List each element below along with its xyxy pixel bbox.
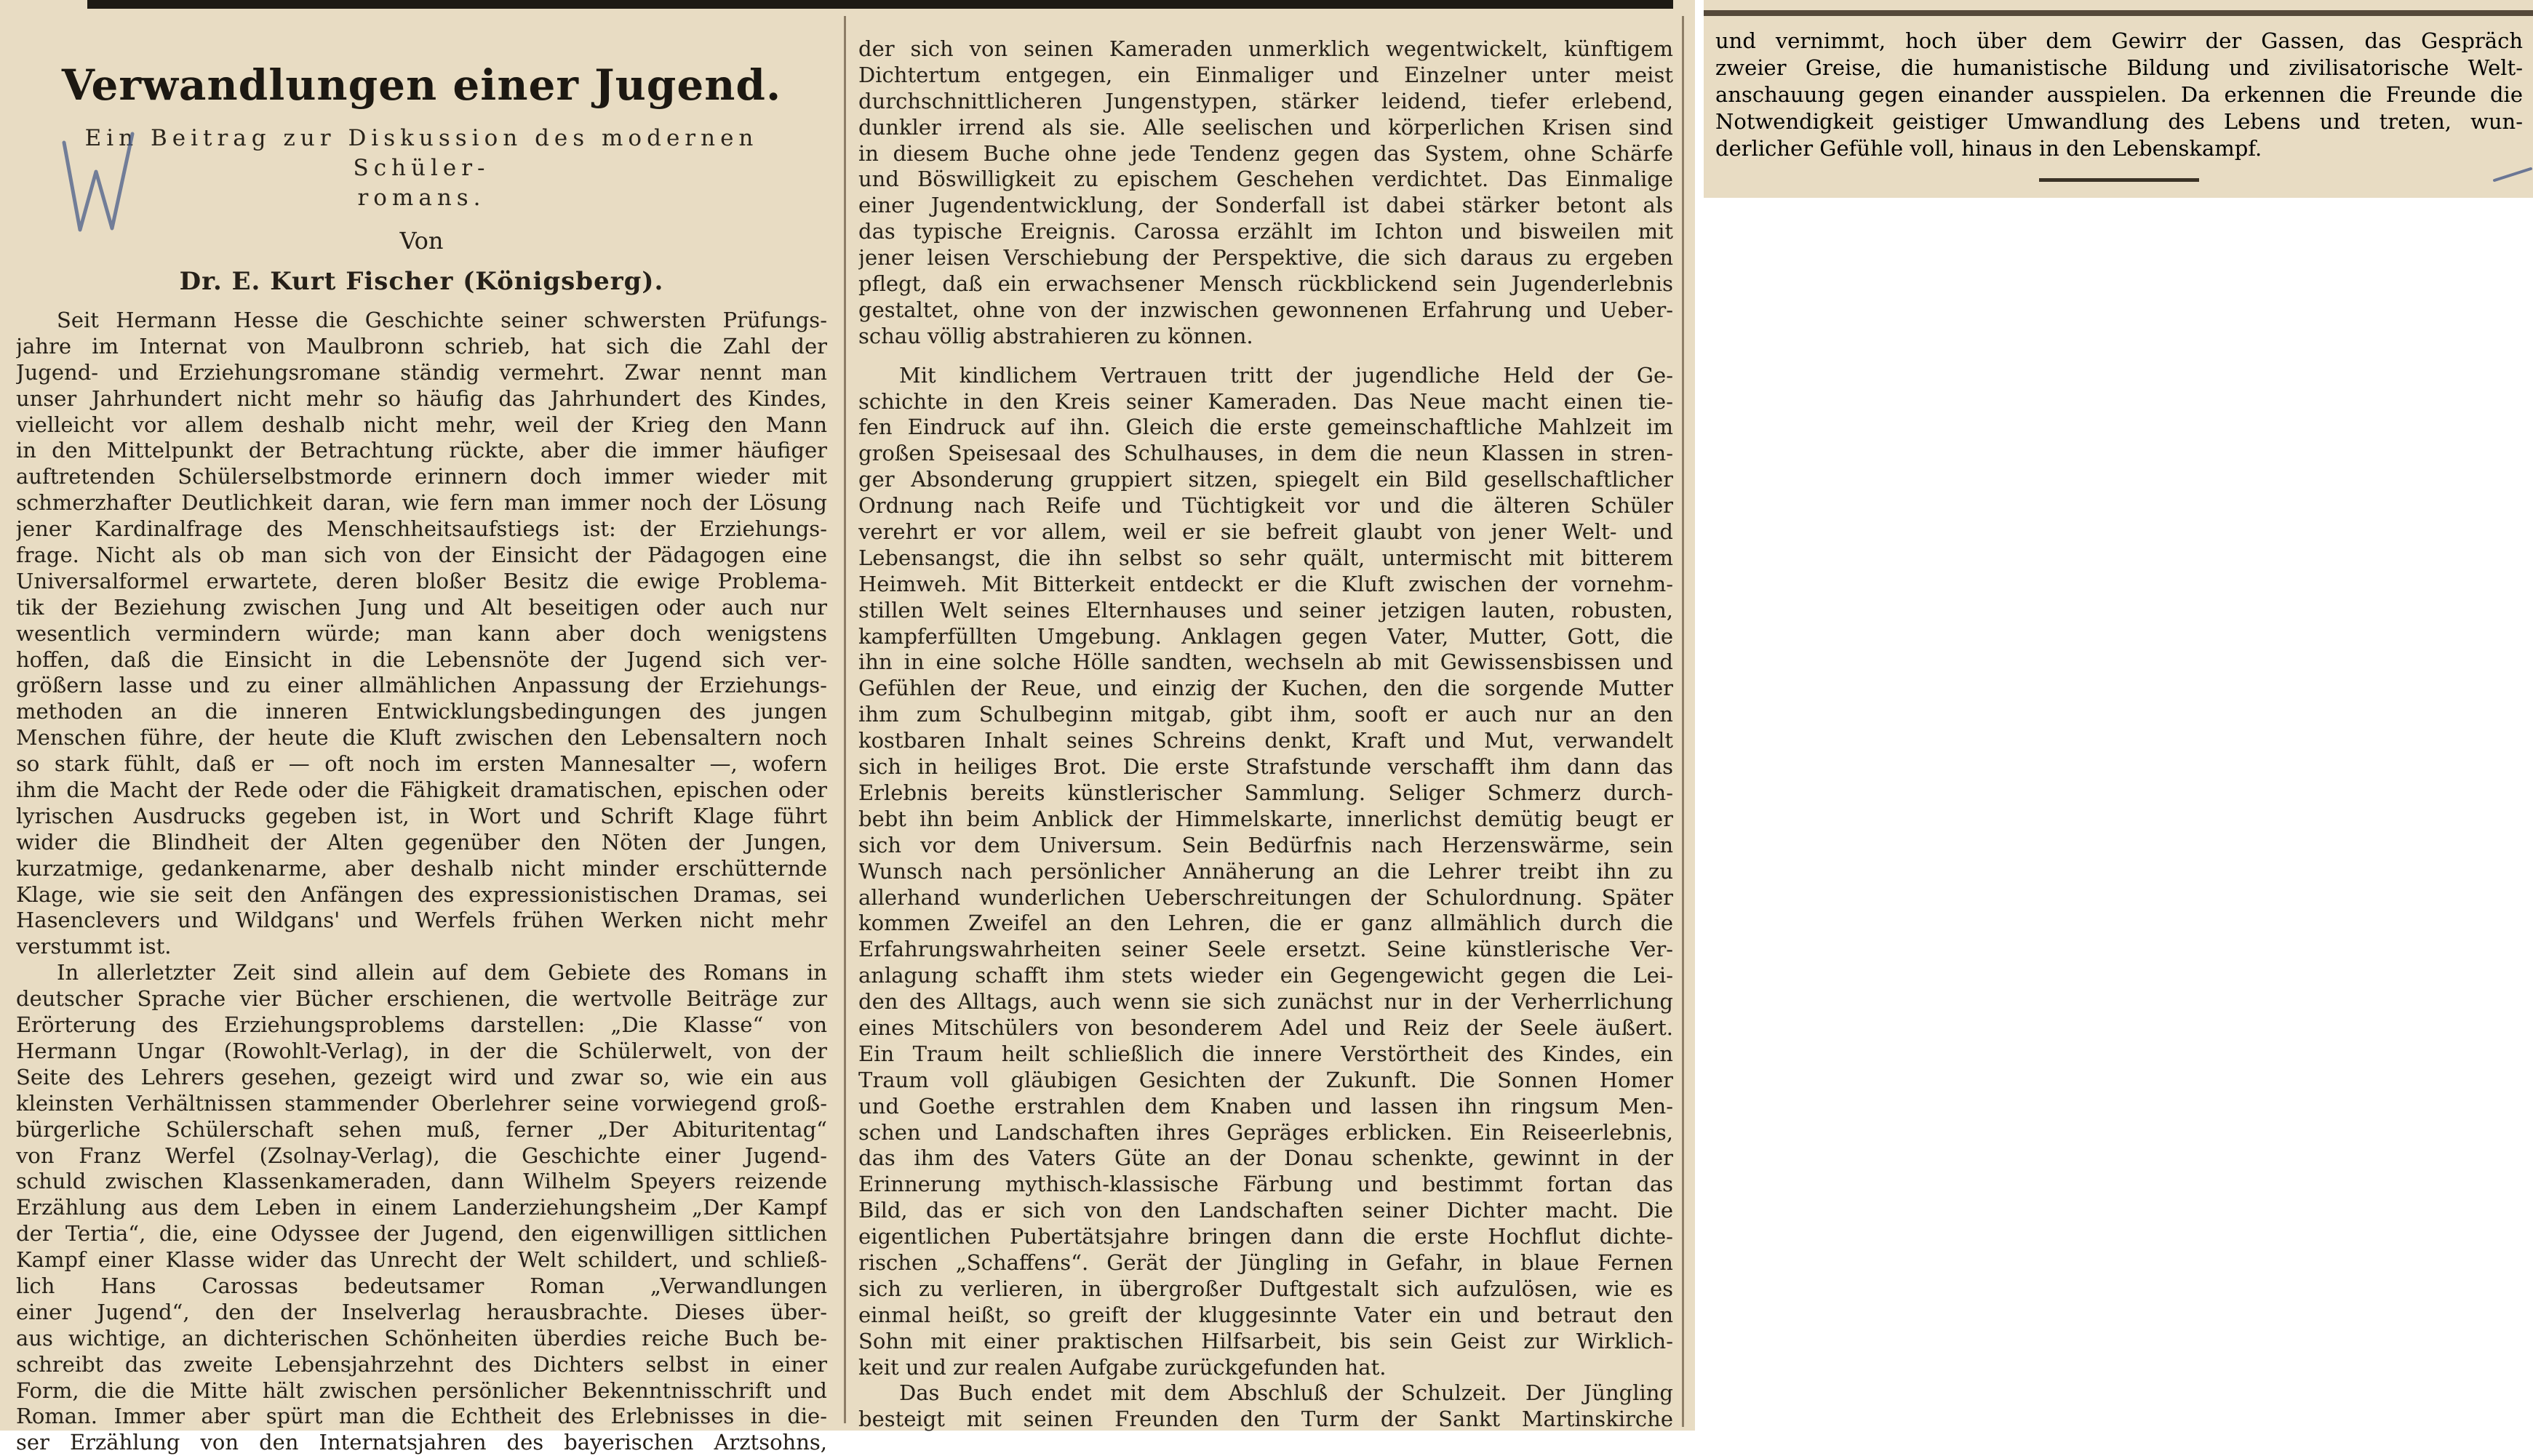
- text-line: fen Eindruck auf ihn. Gleich die erste gemeinschaftliche Mahlzeit im: [858, 415, 1673, 440]
- text-line: ihm zum Schulbeginn mitgab, gibt ihm, sooft er auch nur an den: [858, 702, 1673, 727]
- text-line: Erlebnis bereits künstlerischer Sammlung. Seliger Schmerz durch-: [858, 780, 1673, 805]
- text-line: frage. Nicht als ob man sich von der Einsicht der Pädagogen eine: [16, 543, 827, 568]
- text-line: Erzählung aus dem Leben in einem Landerziehungsheim „Der Kampf: [16, 1195, 827, 1220]
- text-line: Mit kindlichem Vertrauen tritt der jugendliche Held der Ge-: [899, 362, 1673, 388]
- text-line: und Böswilligkeit zu epischem Geschehen verdichtet. Das Einmalige: [858, 167, 1673, 192]
- text-line: jener Kardinalfrage des Menschheitsaufstiegs ist: der Erziehungs-: [16, 516, 827, 542]
- text-line: sich zu verlieren, in übergroßer Duftgestalt sich aufzulösen, wie es: [858, 1276, 1673, 1301]
- text-line: stillen Welt seines Elternhauses und seiner jetzigen lauten, robusten,: [858, 597, 1673, 623]
- text-line: dunkler irrend als sie. Alle seelischen und körperlichen Krisen sind: [858, 114, 1673, 140]
- text-line: zweier Greise, die humanistische Bildung und zivilisatorische Welt-: [1715, 55, 2523, 80]
- text-line: auftretenden Schülerselbstmorde erinnern doch immer wieder mit: [16, 464, 827, 489]
- text-line: schreibt das zweite Lebensjahrzehnt des Dichters selbst in einer: [16, 1351, 827, 1377]
- text-line: methoden an die inneren Entwicklungsbedingungen des jungen: [16, 699, 827, 724]
- column-3-body: [1715, 28, 2523, 162]
- text-line: kleinsten Verhältnissen stammender Oberlehrer seine vorwiegend groß-: [16, 1090, 827, 1116]
- text-line: Klage, wie sie seit den Anfängen des expressionistischen Dramas, sei: [16, 881, 827, 907]
- text-line: so stark fühlt, daß er — oft noch im ersten Mannesalter —, wofern: [16, 751, 827, 777]
- text-line: eigentlichen Pubertätsjahre bringen dann die erste Hochflut dichte-: [858, 1224, 1673, 1249]
- text-line: wider die Blindheit der Alten gegenüber den Nöten der Jungen,: [16, 829, 827, 855]
- text-line: Universalformel erwartete, deren bloßer Besitz die ewige Problema-: [16, 568, 827, 593]
- text-line: in den Mittelpunkt der Betrachtung rückte, aber die immer häufiger: [16, 438, 827, 463]
- column-2-body: [858, 36, 1673, 1433]
- article-author: Dr. E. Kurt Fischer (Königsberg).: [179, 267, 664, 296]
- article-end-rule: [2039, 178, 2199, 182]
- text-line: schau völlig abstrahieren zu können.: [858, 323, 1253, 348]
- text-line: Traum voll gläubigen Gesichten der Zukunft. Die Sonnen Homer: [858, 1067, 1673, 1092]
- text-line: Erinnerung mythisch-klassische Färbung und bestimmt fortan das: [858, 1172, 1673, 1197]
- text-line: von Franz Werfel (Zsolnay-Verlag), die Geschichte einer Jugend-: [16, 1143, 827, 1168]
- text-line: sich vor dem Universum. Sein Bedürfnis nach Herzenswärme, sein: [858, 832, 1673, 857]
- text-line: kommen Zweifel an den Lehren, die er ganz allmählich durch die: [858, 911, 1673, 936]
- text-line: aus wichtige, an dichterischen Schönheiten überdies reiche Buch be-: [16, 1325, 827, 1351]
- text-line: kurzatmige, gedankenarme, aber deshalb nicht minder erschütternde: [16, 855, 827, 881]
- text-line: ser Erzählung von den Internatsjahren des bayerischen Arztsohns,: [16, 1430, 827, 1455]
- text-line: keit und zur realen Aufgabe zurückgefunden hat.: [858, 1354, 1387, 1380]
- column-rule-2: [1682, 16, 1684, 1427]
- text-line: Sohn mit einer praktischen Hilfsarbeit, bis sein Geist zur Wirklich-: [858, 1328, 1673, 1353]
- text-line: Lebensangst, die ihn selbst so sehr quält, untermischt mit bitterem: [858, 545, 1673, 570]
- text-line: schen und Landschaften ihres Gepräges erblicken. Ein Reiseerlebnis,: [858, 1119, 1673, 1145]
- pencil-stroke-icon: [2492, 166, 2533, 183]
- text-line: Kampf einer Klasse wider das Unrecht der Welt schildert, und schließ-: [16, 1247, 827, 1273]
- handwritten-pencil-mark: [51, 128, 145, 237]
- text-line: Notwendigkeit geistiger Umwandlung des Lebens und treten, wun-: [1715, 109, 2523, 134]
- text-line: einer Jugend“, den der Inselverlag herausbrachte. Dieses über-: [16, 1299, 827, 1324]
- text-line: gestaltet, ohne von der inzwischen gewonnenen Erfahrung und Ueber-: [858, 297, 1673, 322]
- text-line: besteigt mit seinen Freunden den Turm der Sankt Martinskirche: [858, 1407, 1673, 1432]
- text-line: Ordnung nach Reife und Tüchtigkeit vor und die älteren Schüler: [858, 493, 1673, 519]
- text-line: jener leisen Verschiebung der Perspektive, die sich daraus zu ergeben: [858, 245, 1673, 271]
- column-1-body: [16, 308, 827, 1456]
- text-line: kostbaren Inhalt seines Schreins denkt, Kraft und Mut, verwandelt: [858, 728, 1673, 753]
- text-line: großen Speisesaal des Schulhauses, in dem die neun Klassen in stren-: [858, 441, 1673, 466]
- text-line: und Goethe erstrahlen dem Knaben und lassen ihn ringsum Men-: [858, 1093, 1673, 1119]
- text-line: Wunsch nach persönlicher Annäherung an die Lehrer treibt ihn zu: [858, 858, 1673, 884]
- text-line: verstummt ist.: [16, 934, 172, 959]
- text-line: rischen „Schaffens“. Gerät der Jüngling in Gefahr, in blaue Fernen: [858, 1249, 1673, 1275]
- text-line: pflegt, daß ein erwachsener Mensch rückblickend sein Jugenderlebnis: [858, 271, 1673, 297]
- text-line: bebt ihn beim Anblick der Himmelskarte, innerlichst demütig beugt er: [858, 806, 1673, 831]
- column-rule-1: [844, 16, 846, 1423]
- text-line: bürgerliche Schülerschaft sehen muß, ferner „Der Abituritentag“: [16, 1116, 827, 1142]
- text-line: Seit Hermann Hesse die Geschichte seiner schwersten Prüfungs-: [57, 308, 827, 332]
- text-line: lich Hans Carossas bedeutsamer Roman „Verwandlungen: [16, 1273, 827, 1298]
- text-line: eines Mitschülers von besonderem Adel und Reiz der Seele äußert.: [858, 1015, 1673, 1040]
- text-line: Menschen führe, der heute die Kluft zwischen den Lebensaltern noch: [16, 725, 827, 751]
- text-line: Ein Traum heilt schließlich die innere Verstörtheit des Kindes, ein: [858, 1041, 1673, 1066]
- text-line: [858, 350, 1673, 363]
- text-line: deutscher Sprache vier Bücher erschienen, die wertvolle Beiträge zur: [16, 986, 827, 1012]
- text-line: vielleicht vor allem deshalb nicht mehr, weil der Krieg den Mann: [16, 412, 827, 437]
- article-column-3: [1715, 28, 2523, 182]
- subtitle-line: romans.: [357, 185, 486, 211]
- text-line: ihm die Macht der Rede oder die Fähigkeit dramatischen, epischen oder: [16, 777, 827, 803]
- text-line: In allerletzter Zeit sind allein auf dem Gebiete des Romans in: [57, 960, 827, 985]
- text-line: der sich von seinen Kameraden unmerklich wegentwickelt, künftigem: [858, 36, 1673, 61]
- text-line: den des Alltags, auch wenn sie sich zunächst nur in der Verherrlichung: [858, 989, 1673, 1015]
- article-title: Verwandlungen einer Jugend.: [61, 60, 782, 110]
- text-line: Dichtertum entgegen, ein Einmaliger und Einzelner unter meist: [858, 62, 1673, 87]
- text-line: ger Absonderung gruppiert sitzen, spiegelt ein Bild gesellschaftlicher: [858, 467, 1673, 492]
- text-line: Jugend- und Erziehungsromane ständig vermehrt. Zwar nennt man: [16, 359, 827, 385]
- text-line: Heimweh. Mit Bitterkeit entdeckt er die Kluft zwischen der vornehm-: [858, 571, 1673, 596]
- text-line: Form, die die Mitte hält zwischen persönlicher Bekenntnisschrift und: [16, 1377, 827, 1403]
- text-line: Das Buch endet mit dem Abschluß der Schulzeit. Der Jüngling: [899, 1380, 1673, 1406]
- text-line: Erfahrungswahrheiten seiner Seele ersetzt. Seine künstlerische Ver-: [858, 937, 1673, 962]
- byline-von: Von: [399, 227, 444, 255]
- top-border-bar: [87, 0, 1673, 9]
- text-line: einer Jugendentwicklung, der Sonderfall ist dabei stärker betont als: [858, 193, 1673, 218]
- text-line: anschauung gegen einander ausspielen. Da erkennen die Freunde die: [1715, 82, 2523, 107]
- text-line: allerhand wunderlichen Ueberschreitungen der Schulordnung. Später: [858, 884, 1673, 910]
- text-line: Erörterung des Erziehungsproblems darstellen: „Die Klasse“ von: [16, 1012, 827, 1038]
- text-line: hoffen, daß die Einsicht in die Lebensnöte der Jugend sich ver-: [16, 647, 827, 672]
- text-line: in diesem Buche ohne jede Tendenz gegen das System, ohne Schärfe: [858, 140, 1673, 166]
- text-line: derlicher Gefühle voll, hinaus in den Lebenskampf.: [1715, 136, 2262, 161]
- text-line: durchschnittlicheren Jungenstypen, stärker leidend, tiefer erlebend,: [858, 88, 1673, 113]
- top-border-bar-continuation: [1704, 10, 2533, 16]
- text-line: kampferfüllten Umgebung. Anklagen gegen Vater, Mutter, Gott, die: [858, 623, 1673, 649]
- text-line: jahre im Internat von Maulbronn schrieb, hat sich die Zahl der: [16, 333, 827, 359]
- text-line: Hermann Ungar (Rowohlt-Verlag), in der die Schülerwelt, von der: [16, 1038, 827, 1063]
- text-line: und vernimmt, hoch über dem Gewirr der Gassen, das Gespräch: [1715, 28, 2523, 53]
- text-line: der Tertia“, die, eine Odyssee der Jugend, den eigenwilligen sittlichen: [16, 1221, 827, 1247]
- text-line: schmerzhafter Deutlichkeit daran, wie fern man immer noch der Lösung: [16, 490, 827, 516]
- text-line: lyrischen Ausdrucks gegeben ist, in Wort und Schrift Klage führt: [16, 803, 827, 828]
- text-line: anlagung schafft ihm stets wieder ein Gegengewicht gegen die Lei-: [858, 963, 1673, 988]
- text-line: einmal heißt, so greift der kluggesinnte Vater ein und betraut den: [858, 1302, 1673, 1327]
- text-line: das ihm des Vaters Güte an der Donau schenkte, gewinnt in der: [858, 1145, 1673, 1171]
- text-line: das typische Ereignis. Carossa erzählt im Ichton und bisweilen mit: [858, 219, 1673, 244]
- text-line: schuld zwischen Klassenkameraden, dann Wilhelm Speyers reizende: [16, 1169, 827, 1194]
- article-column-2: [858, 36, 1673, 1433]
- subtitle-line: Ein Beitrag zur Diskussion des modernen Schüler-: [84, 125, 759, 181]
- text-line: größern lasse und zu einer allmählichen Anpassung der Erziehungs-: [16, 673, 827, 698]
- text-line: tik der Beziehung zwischen Jung und Alt beseitigen oder auch nur: [16, 594, 827, 620]
- text-line: verehrt er vor allem, weil er sie befreit glaubt von jener Welt- und: [858, 519, 1673, 545]
- text-line: ihn in eine solche Hölle sandten, wechseln ab mit Gewissensbissen und: [858, 649, 1673, 675]
- article-column-1: [16, 57, 827, 1456]
- text-line: Gefühlen der Reue, und einzig der Kuchen, den die sorgende Mutter: [858, 676, 1673, 701]
- text-line: schichte in den Kreis seiner Kameraden. Das Neue macht einen tie-: [858, 388, 1673, 414]
- text-line: unser Jahrhundert nicht mehr so häufig das Jahrhundert des Kindes,: [16, 385, 827, 411]
- text-line: wesentlich vermindern würde; man kann aber doch wenigstens: [16, 620, 827, 646]
- text-line: Bild, das er sich von den Landschaften seiner Dichter macht. Die: [858, 1198, 1673, 1223]
- text-line: Seite des Lehrers gesehen, gezeigt wird und zwar so, wie ein aus: [16, 1064, 827, 1089]
- text-line: Roman. Immer aber spürt man die Echtheit des Erlebnisses in die-: [16, 1404, 827, 1429]
- text-line: sich in heiliges Brot. Die erste Strafstunde verschafft ihm dann das: [858, 754, 1673, 780]
- text-line: Hasenclevers und Wildgans' und Werfels frühen Werken nicht mehr: [16, 908, 827, 933]
